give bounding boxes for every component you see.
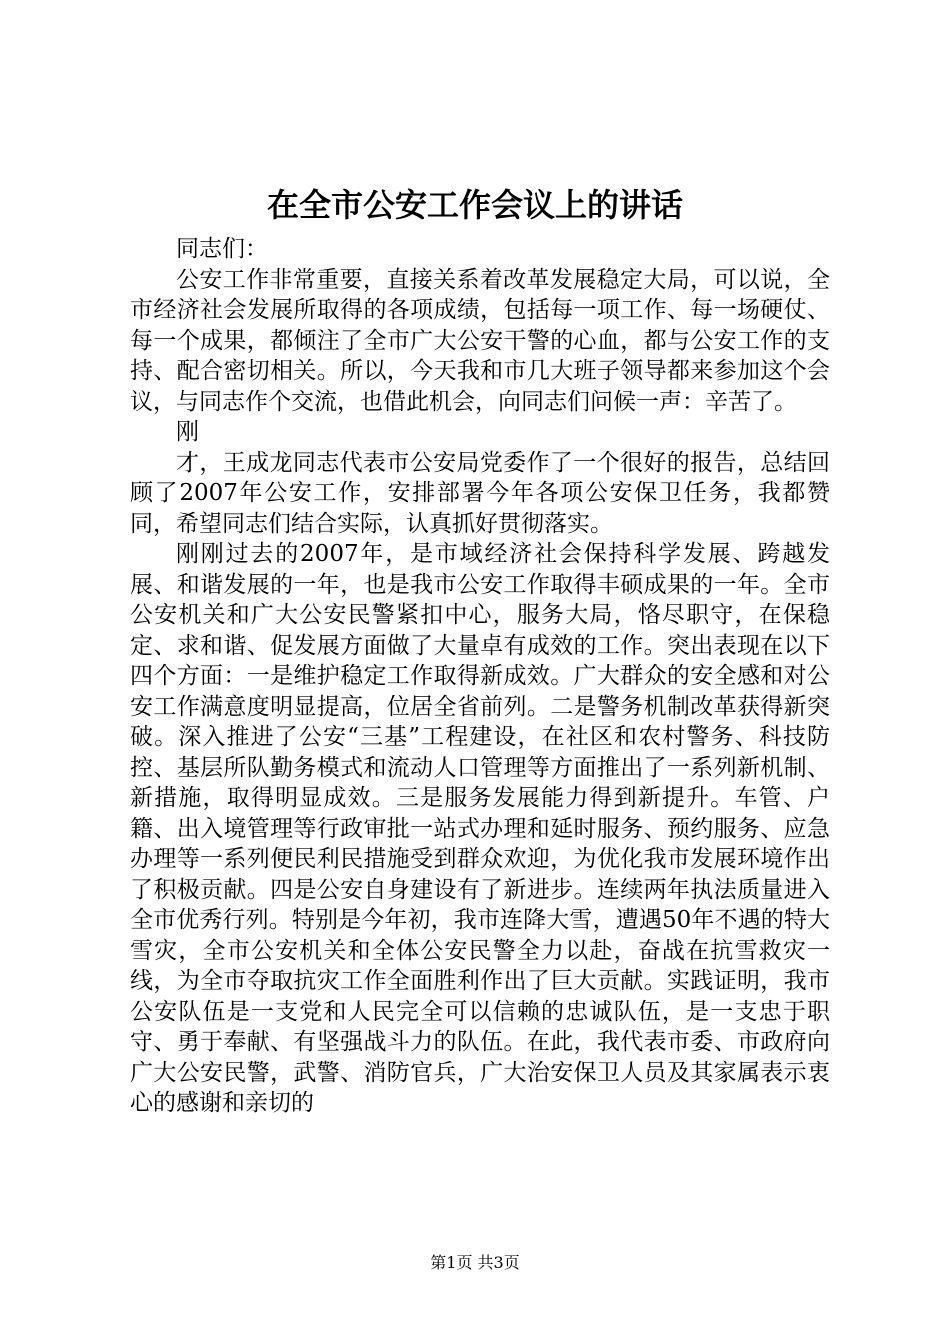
- paragraph-report: 才，王成龙同志代表市公安局党委作了一个很好的报告，总结回顾了2007年公安工作，安排部署今年各项公安保卫任务，我都赞同，希望同志们结合实际，认真抓好贯彻落实。: [130, 449, 830, 537]
- document-body: [130, 234, 830, 1119]
- paragraph-fragment: 刚: [176, 419, 199, 445]
- document-title: 在全市公安工作会议上的讲话: [266, 186, 683, 224]
- paragraph-review: 刚刚过去的2007年，是市域经济社会保持科学发展、跨越发展、和谐发展的一年，也是我市公安工作取得丰硕成果的一年。全市公安机关和广大公安民警紧扣中心，服务大局，恪尽职守，在保稳定、求和谐、促发展方面做了大量卓有成效的工作。突出表现在以下四个方面：一是维护稳定工作取得新成效。广大群众的安全感和对公安工作满意度明显提高，位居全省前列。二是警务机制改革获得新突破。深入推进了公安“三基”工程建设，在社区和农村警务、科技防控、基层所队勤务模式和流动人口管理等方面推出了一系列新机制、新措施，取得明显成效。三是服务发展能力得到新提升。车管、户籍、出入境管理等行政审批一站式办理和延时服务、预约服务、应急办理等一系列便民利民措施受到群众欢迎，为优化我市发展环境作出了积极贡献。四是公安自身建设有了新进步。连续两年执法质量进入全市优秀行列。特别是今年初，我市连降大雪，遭遇50年不遇的特大雪灾，全市公安机关和全体公安民警全力以赴，奋战在抗雪救灾一线，为全市夺取抗灾工作全面胜利作出了巨大贡献。实践证明，我市公安队伍是一支党和人民完全可以信赖的忠诚队伍，是一支忠于职守、勇于奉献、有坚强战斗力的队伍。在此，我代表市委、市政府向广大公安民警，武警、消防官兵，广大治安保卫人员及其家属表示衷心的感谢和亲切的: [130, 541, 830, 1116]
- paragraph-opening: 公安工作非常重要，直接关系着改革发展稳定大局，可以说，全市经济社会发展所取得的各项成绩，包括每一项工作、每一场硬仗、每一个成果，都倾注了全市广大公安干警的心血，都与公安工作的支持、配合密切相关。所以，今天我和市几大班子领导都来参加这个会议，与同志作个交流，也借此机会，向同志们问候一声：辛苦了。: [130, 266, 830, 415]
- paragraph-salutation: 同志们：: [176, 236, 268, 262]
- page-footer: 第1页 共3页: [430, 1253, 520, 1272]
